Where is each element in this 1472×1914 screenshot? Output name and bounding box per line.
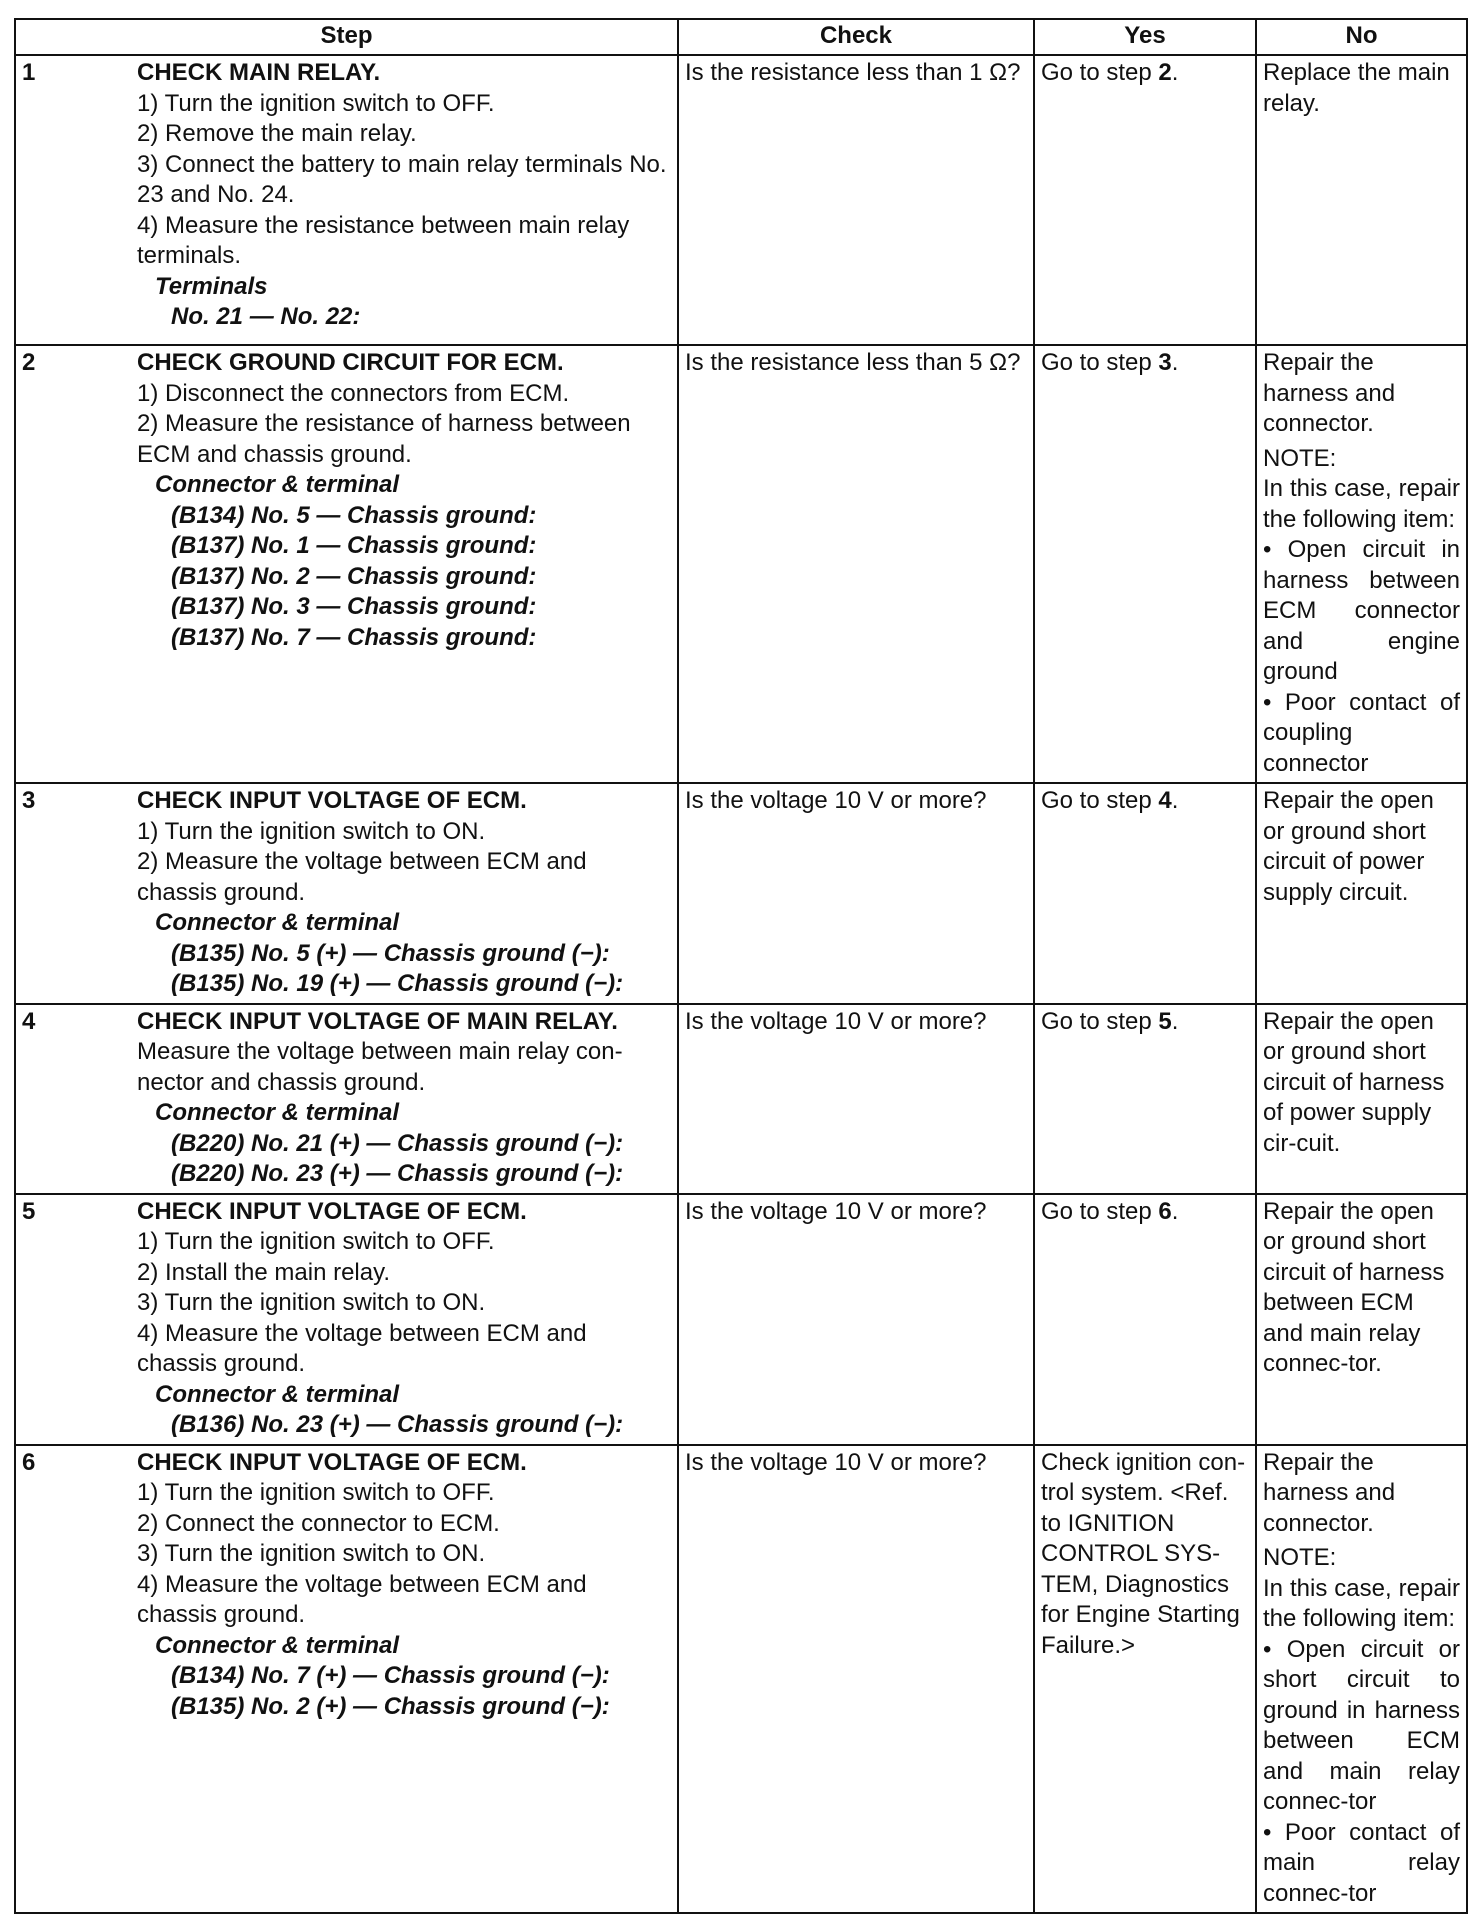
yes-prefix: Go to step — [1041, 787, 1159, 814]
yes-suffix: . — [1171, 59, 1179, 86]
connector-label: Connector & terminal — [155, 909, 400, 936]
yes-cell — [1034, 1194, 1256, 1445]
yes-suffix: . — [1171, 1007, 1179, 1035]
step-title: CHECK MAIN RELAY. — [137, 59, 381, 86]
no-cell — [1256, 1194, 1467, 1445]
step-number: 1 — [22, 59, 36, 86]
connector-label: Connector & terminal — [155, 1631, 400, 1659]
terminal-spec: (B134) No. 5 — Chassis ground: — [171, 501, 537, 529]
step-title: CHECK INPUT VOLTAGE OF ECM. — [137, 787, 527, 814]
step-instruction: 4) Measure the voltage between ECM and chassis ground. — [137, 1570, 587, 1628]
step-instruction: 1) Turn the ignition switch to OFF. — [137, 1479, 495, 1506]
yes-cell — [1034, 1445, 1256, 1914]
no-text: Repair the open or ground short circuit of harness of power supply cir-cuit. — [1263, 1007, 1445, 1157]
header-check: Check — [678, 19, 1034, 55]
step-body — [137, 1197, 671, 1441]
no-text: Repair the open or ground short circuit of harness between ECM and main relay connec-tor. — [1263, 1197, 1445, 1377]
terminal-spec: (B134) No. 7 (+) — Chassis ground (−): — [171, 1662, 610, 1689]
step-instruction: 2) Remove the main relay. — [137, 120, 417, 147]
check-cell: Is the voltage 10 V or more? — [678, 1445, 1034, 1914]
no-cell — [1256, 1445, 1467, 1914]
terminal-spec: (B220) No. 23 (+) — Chassis ground (−): — [171, 1160, 624, 1187]
no-bullet: • Poor contact of coupling connector — [1263, 688, 1460, 777]
terminal-spec: (B135) No. 19 (+) — Chassis ground (−): — [171, 970, 624, 997]
no-bullet: • Poor contact of main relay connec-tor — [1263, 1818, 1460, 1907]
yes-step-number: 3 — [1158, 349, 1172, 376]
no-note-label: NOTE: — [1263, 1544, 1337, 1571]
terminal-spec: (B136) No. 23 (+) — Chassis ground (−): — [171, 1411, 624, 1438]
terminal-spec: (B137) No. 1 — Chassis ground: — [171, 532, 537, 559]
step-title: CHECK INPUT VOLTAGE OF MAIN RELAY. — [137, 1007, 618, 1035]
terminal-spec: (B137) No. 3 — Chassis ground: — [171, 593, 537, 620]
step-title: CHECK INPUT VOLTAGE OF ECM. — [137, 1197, 527, 1225]
yes-prefix: Go to step — [1041, 1007, 1159, 1035]
step-title: CHECK GROUND CIRCUIT FOR ECM. — [137, 349, 564, 376]
table-row — [15, 1194, 1467, 1445]
check-cell: Is the voltage 10 V or more? — [678, 783, 1034, 1004]
yes-prefix: Go to step — [1041, 1197, 1159, 1225]
terminal-spec: (B220) No. 21 (+) — Chassis ground (−): — [171, 1129, 624, 1157]
step-instruction: 1) Turn the ignition switch to OFF. — [137, 1228, 495, 1255]
table-row — [15, 1445, 1467, 1914]
yes-prefix: Go to step — [1041, 349, 1159, 376]
step-instruction: 1) Turn the ignition switch to ON. — [137, 817, 486, 845]
step-instruction: 1) Turn the ignition switch to OFF. — [137, 89, 495, 117]
no-bullet: • Open circuit or short circuit to ground in harness between ECM and main relay connec-tor — [1263, 1635, 1460, 1815]
yes-suffix: . — [1171, 787, 1179, 814]
step-title: CHECK INPUT VOLTAGE OF ECM. — [137, 1448, 527, 1476]
no-cell — [1256, 55, 1467, 345]
no-text: Repair the open or ground short circuit of power supply circuit. — [1263, 787, 1434, 906]
diagnostic-table — [14, 18, 1468, 1914]
step-number: 4 — [22, 1007, 36, 1035]
no-cell — [1256, 783, 1467, 1004]
step-instruction: Measure the voltage between main relay con-nector and chassis ground. — [137, 1038, 623, 1096]
connector-label: Terminals — [155, 272, 268, 300]
step-instruction: 3) Connect the battery to main relay terminals No. 23 and No. 24. — [137, 150, 667, 208]
yes-text: Check ignition con-trol system. <Ref. to IGNITION CONTROL SYS-TEM, Diagnostics for Engine Starting Failure.> — [1041, 1448, 1246, 1659]
no-text: Replace the main relay. — [1263, 59, 1450, 117]
step-instruction: 1) Disconnect the connectors from ECM. — [137, 379, 570, 407]
terminal-spec: No. 21 — No. 22: — [171, 303, 361, 330]
yes-suffix: . — [1171, 1197, 1179, 1225]
terminal-spec: (B137) No. 7 — Chassis ground: — [171, 623, 537, 651]
check-cell: Is the voltage 10 V or more? — [678, 1194, 1034, 1445]
no-note-label: NOTE: — [1263, 444, 1337, 472]
no-note-text: In this case, repair the following item: — [1263, 1574, 1460, 1632]
connector-label: Connector & terminal — [155, 471, 400, 498]
yes-cell — [1034, 1004, 1256, 1194]
no-bullet: • Open circuit in harness between ECM connector and engine ground — [1263, 536, 1460, 685]
step-body — [137, 1448, 671, 1723]
no-cell — [1256, 1004, 1467, 1194]
header-no: No — [1256, 19, 1467, 55]
step-cell — [15, 345, 678, 783]
step-body — [137, 1007, 671, 1190]
no-text: Repair the harness and connector. — [1263, 349, 1396, 437]
step-cell — [15, 1445, 678, 1914]
yes-prefix: Go to step — [1041, 59, 1159, 86]
table-row — [15, 345, 1467, 783]
step-cell — [15, 783, 678, 1004]
yes-step-number: 4 — [1158, 787, 1172, 814]
step-body — [137, 786, 671, 1000]
table-row — [15, 1004, 1467, 1194]
step-number: 6 — [22, 1448, 36, 1476]
yes-suffix: . — [1171, 349, 1179, 376]
step-instruction: 4) Measure the resistance between main relay terminals. — [137, 211, 630, 269]
yes-cell — [1034, 345, 1256, 783]
terminal-spec: (B135) No. 5 (+) — Chassis ground (−): — [171, 939, 610, 967]
step-number: 2 — [22, 349, 36, 376]
no-text: Repair the harness and connector. — [1263, 1448, 1396, 1537]
header-row — [15, 19, 1467, 55]
yes-cell — [1034, 55, 1256, 345]
step-instruction: 4) Measure the voltage between ECM and chassis ground. — [137, 1319, 587, 1377]
table-row — [15, 55, 1467, 345]
step-instruction: 2) Connect the connector to ECM. — [137, 1509, 500, 1537]
step-instruction: 2) Install the main relay. — [137, 1258, 390, 1286]
connector-label: Connector & terminal — [155, 1099, 400, 1126]
header-yes: Yes — [1034, 19, 1256, 55]
step-instruction: 2) Measure the resistance of harness between ECM and chassis ground. — [137, 410, 631, 468]
check-cell: Is the voltage 10 V or more? — [678, 1004, 1034, 1194]
yes-step-number: 5 — [1158, 1007, 1172, 1035]
step-cell — [15, 1194, 678, 1445]
step-body — [137, 348, 671, 653]
step-body — [137, 58, 671, 333]
terminal-spec: (B137) No. 2 — Chassis ground: — [171, 562, 537, 590]
terminal-spec: (B135) No. 2 (+) — Chassis ground (−): — [171, 1692, 610, 1720]
check-cell: Is the resistance less than 5 Ω? — [678, 345, 1034, 783]
header-step: Step — [15, 19, 678, 55]
step-cell — [15, 55, 678, 345]
yes-step-number: 6 — [1158, 1197, 1172, 1225]
step-instruction: 3) Turn the ignition switch to ON. — [137, 1540, 486, 1567]
step-number: 5 — [22, 1197, 36, 1225]
yes-cell — [1034, 783, 1256, 1004]
step-instruction: 3) Turn the ignition switch to ON. — [137, 1289, 486, 1316]
no-note-text: In this case, repair the following item: — [1263, 475, 1460, 533]
connector-label: Connector & terminal — [155, 1380, 400, 1408]
check-cell: Is the resistance less than 1 Ω? — [678, 55, 1034, 345]
table-body — [15, 55, 1467, 1913]
yes-step-number: 2 — [1158, 59, 1172, 86]
step-instruction: 2) Measure the voltage between ECM and chassis ground. — [137, 848, 587, 906]
step-cell — [15, 1004, 678, 1194]
step-number: 3 — [22, 787, 36, 814]
table-row — [15, 783, 1467, 1004]
no-cell — [1256, 345, 1467, 783]
